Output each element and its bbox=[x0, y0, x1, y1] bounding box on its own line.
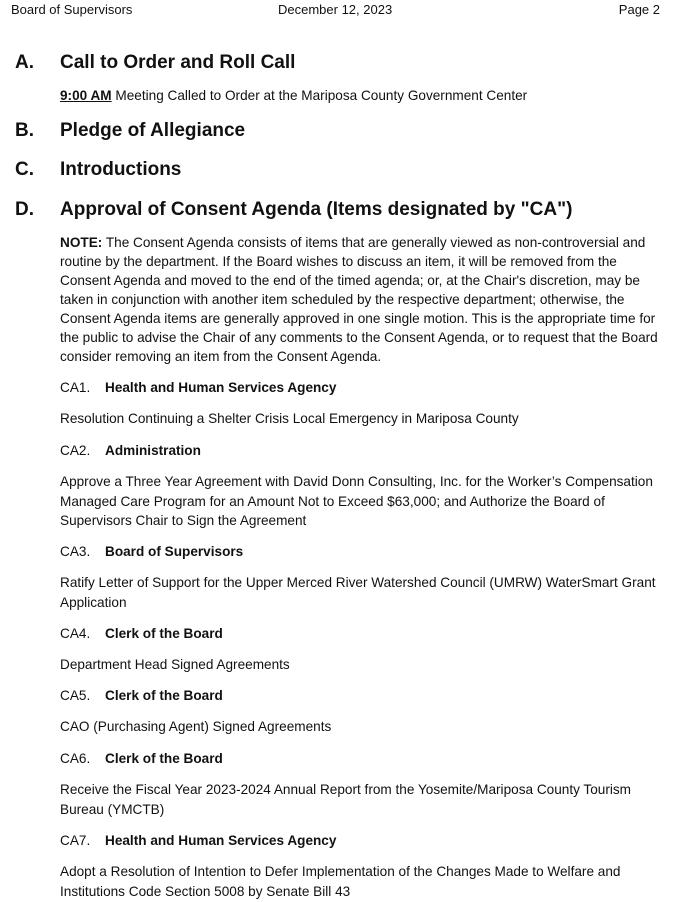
consent-item-header bbox=[60, 833, 336, 848]
consent-item-text: Department Head Signed Agreements bbox=[60, 657, 290, 672]
consent-item-number: CA1. bbox=[60, 380, 91, 395]
consent-item-text: Receive the Fiscal Year 2023-2024 Annual Report from the Yosemite/Mariposa County Tourism Bureau (YMCTB) bbox=[60, 782, 632, 817]
consent-item-number: CA7. bbox=[60, 833, 91, 848]
section-title: Call to Order and Roll Call bbox=[60, 52, 296, 73]
note-text: The Consent Agenda consists of items that are generally viewed as non-controversial and routine by the department. If the Board wishes to discuss an item, it will be removed from the Consent Agenda and moved to the end of the timed agenda; or, at the Chair's discretion, may be taken in conjunction with another item scheduled by the respective department; otherwise, the Consent Agenda items are generally approved in one single motion. This is the appropriate time for the public to advise the Chair of any comments to the Consent Agenda, or to request that the Board consider removing an item from the Consent Agenda. bbox=[60, 235, 658, 364]
consent-item-department: Health and Human Services Agency bbox=[105, 833, 337, 848]
consent-item-department: Administration bbox=[105, 443, 201, 458]
meeting-description: Meeting Called to Order at the Mariposa County Government Center bbox=[111, 88, 528, 103]
consent-item-number: CA2. bbox=[60, 443, 91, 458]
section-title: Approval of Consent Agenda (Items designated by "CA") bbox=[60, 199, 573, 220]
consent-item-header bbox=[60, 626, 223, 641]
section-letter: B. bbox=[15, 120, 34, 141]
meeting-time: 9:00 AM bbox=[60, 88, 112, 103]
consent-item-department: Board of Supervisors bbox=[105, 544, 244, 559]
section-letter: D. bbox=[15, 199, 34, 220]
consent-item-number: CA5. bbox=[60, 688, 91, 703]
consent-item-text: Ratify Letter of Support for the Upper Merced River Watershed Council (UMRW) WaterSmart Grant Application bbox=[60, 575, 656, 610]
consent-item-department: Clerk of the Board bbox=[105, 688, 223, 703]
header-page-number: Page 2 bbox=[618, 2, 660, 17]
consent-item-text: Adopt a Resolution of Intention to Defer Implementation of the Changes Made to Welfare and Institutions Code Section 5008 by Senate Bill 43 bbox=[60, 864, 621, 899]
consent-agenda-note bbox=[60, 233, 662, 366]
section-title: Pledge of Allegiance bbox=[60, 120, 246, 141]
header-date: December 12, 2023 bbox=[278, 2, 393, 17]
call-to-order-text bbox=[60, 86, 662, 105]
consent-item-header bbox=[60, 443, 201, 458]
consent-item-department: Clerk of the Board bbox=[105, 626, 223, 641]
page-header bbox=[0, 0, 680, 20]
consent-item-number: CA4. bbox=[60, 626, 91, 641]
consent-item-number: CA6. bbox=[60, 751, 91, 766]
consent-item-text: Resolution Continuing a Shelter Crisis Local Emergency in Mariposa County bbox=[60, 411, 519, 426]
note-label: NOTE: bbox=[60, 235, 103, 250]
consent-item-text: Approve a Three Year Agreement with David Donn Consulting, Inc. for the Worker’s Compensation Managed Care Program for an Amount Not to Exceed $63,000; and Authorize the Board of Supervisors Chair to Sign the Agreement bbox=[60, 474, 653, 528]
consent-item-header bbox=[60, 688, 223, 703]
consent-item-department: Health and Human Services Agency bbox=[105, 380, 337, 395]
consent-item-department: Clerk of the Board bbox=[105, 751, 223, 766]
section-letter: A. bbox=[15, 52, 34, 73]
consent-item-number: CA3. bbox=[60, 544, 91, 559]
section-letter: C. bbox=[15, 159, 34, 180]
section-title: Introductions bbox=[60, 159, 182, 180]
header-board-name: Board of Supervisors bbox=[11, 2, 133, 17]
consent-item-header bbox=[60, 380, 336, 395]
consent-item-header bbox=[60, 544, 243, 559]
consent-item-header bbox=[60, 751, 223, 766]
consent-item-text: CAO (Purchasing Agent) Signed Agreements bbox=[60, 719, 332, 734]
